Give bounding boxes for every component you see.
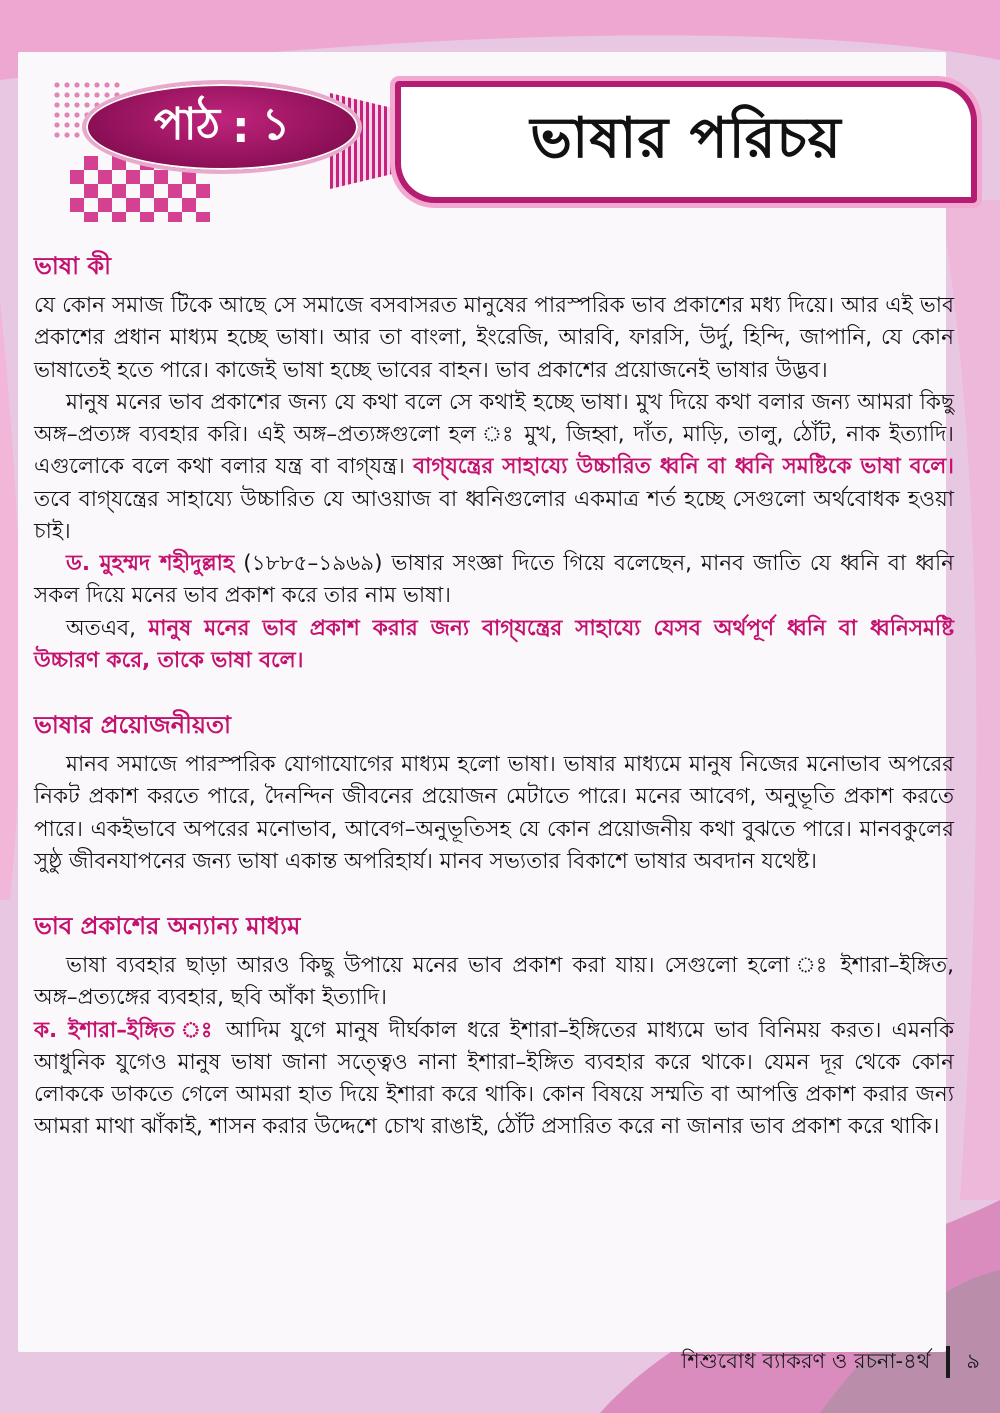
lesson-number: ১	[261, 98, 291, 150]
scholar-name: ড. মুহম্মদ শহীদুল্লাহ	[66, 551, 235, 576]
section-heading: ভাষা কী	[34, 252, 112, 280]
paragraph: ভাষা ব্যবহার ছাড়া আরও কিছু উপায়ে মনের ভাব প্রকাশ করা যায়। সেগুলো হলো ঃ ইশারা–ইঙ্গিত, অঙ্গ–প্রত্যঙ্গের ব্যবহার, ছবি আঁকা ইত্যাদি।	[34, 953, 954, 1011]
lesson-label: পাঠ	[153, 98, 220, 150]
paragraph	[34, 613, 954, 678]
page-footer	[610, 1342, 980, 1382]
lesson-header	[30, 58, 960, 208]
paragraph-text: অতএব,	[66, 615, 136, 641]
paragraph-text: (১৮৮৫–১৯৬৯) ভাষার সংজ্ঞা দিতে গিয়ে বলেছেন, মানব জাতি যে ধ্বনি বা ধ্বনি সকল দিয়ে মনের ভাব প্রকাশ করে তার নাম ভাষা।	[34, 551, 954, 609]
paragraph	[34, 387, 954, 548]
highlight-definition: মানুষ মনের ভাব প্রকাশ করার জন্য বাগ্‌যন্ত্রের সাহায্যে যেসব অর্থপূর্ণ ধ্বনি বা ধ্বনিসমষ্টি উচ্চারণ করে, তাকে ভাষা বলে।	[34, 615, 955, 673]
section-necessity	[34, 707, 954, 878]
highlight-definition: বাগ্‌যন্ত্রের সাহায্যে উচ্চারিত ধ্বনি বা ধ্বনি সমষ্টিকে ভাষা বলে।	[413, 454, 954, 480]
item-text: আদিম যুগে মানুষ দীর্ঘকাল ধরে ইশারা–ইঙ্গিতের মাধ্যমে ভাব বিনিময় করত। এমনকি আধুনিক যুগেও মানুষ ভাষা জানা সত্ত্বেও নানা ইশারা–ইঙ্গিত ব্যবহার করে থাকে। যেমন দূর থেকে কোন লোককে ডাকতে গেলে আমরা হাত দিয়ে ইশারা করে থাকি। কোন বিষয়ে সম্মতি বা আপত্তি প্রকাশ করার জন্য আমরা মাথা ঝাঁকাই, শাসন করার উদ্দেশে চোখ রাঙাই, ঠোঁট প্রসারিত করে না জানার ভাব প্রকাশ করে থাকি।	[34, 1017, 954, 1140]
paragraph: মানব সমাজে পারস্পরিক যোগাযোগের মাধ্যম হলো ভাষা। ভাষার মাধ্যমে মানুষ নিজের মনোভাব অপরের নিকট প্রকাশ করতে পারে, দৈনন্দিন জীবনের প্রয়োজন মেটাতে পারে। মনের আবেগ, অনুভূতি প্রকাশ করতে পারে। একইভাবে অপরের মনোভাব, আবেগ–অনুভূতিসহ যে কোন প্রয়োজনীয় কথা বুঝতে পারে। মানবকুলের সুষ্ঠু জীবনযাপনের জন্য ভাষা একান্ত অপরিহার্য। মানব সভ্যতার বিকাশে ভাষার অবদান যথেষ্ট।	[34, 752, 954, 874]
title-frame	[395, 81, 977, 203]
page-number: ৯	[966, 1348, 980, 1373]
list-item	[34, 1015, 954, 1144]
paragraph	[34, 548, 954, 613]
lesson-separator: :	[231, 101, 250, 153]
page-content	[34, 248, 954, 1162]
paragraph: যে কোন সমাজ টিকে আছে সে সমাজে বসবাসরত মানুষের পারস্পরিক ভাব প্রকাশের মধ্য দিয়ে। আর এই ভাব প্রকাশের প্রধান মাধ্যম হচ্ছে ভাষা। আর তা বাংলা, ইংরেজি, আরবি, ফারসি, উর্দু, হিন্দি, জাপানি, যে কোন ভাষাতেই হতে পারে। কাজেই ভাষা হচ্ছে ভাবের বাহন। ভাব প্রকাশের প্রয়োজনেই ভাষার উদ্ভব।	[34, 293, 954, 383]
page-title: ভাষার পরিচয়	[530, 106, 842, 171]
section-heading: ভাষার প্রয়োজনীয়তা	[34, 711, 232, 739]
paragraph-text: তবে বাগ্‌যন্ত্রের সাহায্যে উচ্চারিত যে আওয়াজ বা ধ্বনিগুলোর একমাত্র শর্ত হচ্ছে সেগুলো অর্থবোধক হওয়া চাই।	[34, 486, 954, 544]
section-other-media	[34, 908, 954, 1144]
section-heading: ভাব প্রকাশের অন্যান্য মাধ্যম	[34, 912, 301, 940]
item-label: ক. ইশারা–ইঙ্গিত ঃ	[34, 1017, 216, 1043]
section-what-is-language	[34, 248, 954, 677]
lesson-badge	[82, 80, 362, 174]
footer-divider	[946, 1346, 950, 1378]
book-title: শিশুবোধ ব্যাকরণ ও রচনা-৪র্থ	[681, 1348, 931, 1373]
paragraph-text: মানুষ মনের ভাব প্রকাশের জন্য যে কথা বলে সে কথাই হচ্ছে ভাষা। মুখ দিয়ে কথা বলার জন্য আমরা কিছু অঙ্গ–প্রত্যঙ্গ ব্যবহার করি। এই অঙ্গ–প্রত্যঙ্গগুলো হল ঃ মুখ, জিহ্বা, দাঁত, মাড়ি, তালু, ঠোঁট, নাক ইত্যাদি। এগুলোকে বলে কথা বলার যন্ত্র বা বাগ্‌যন্ত্র।	[34, 389, 954, 480]
